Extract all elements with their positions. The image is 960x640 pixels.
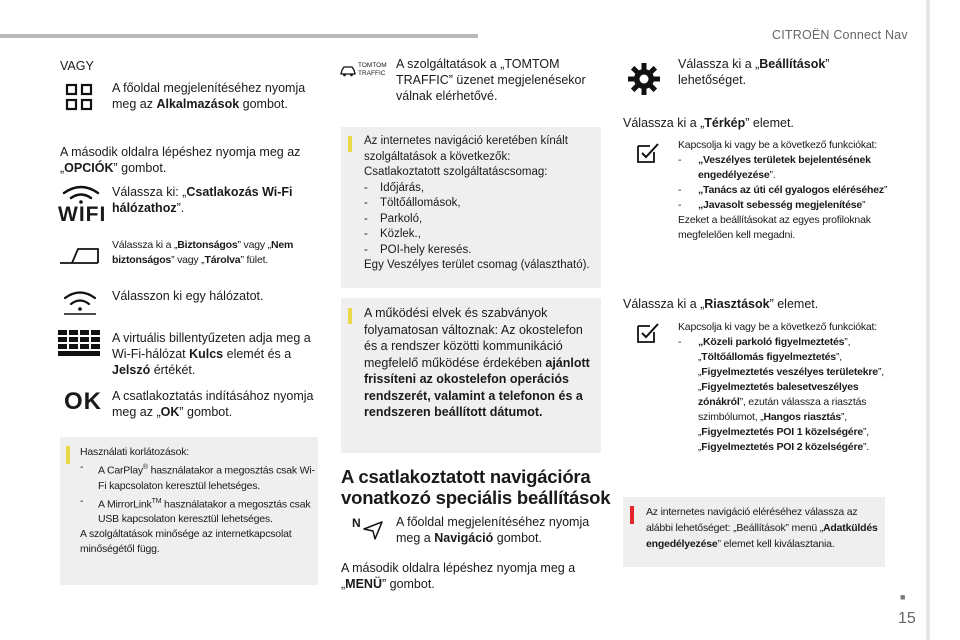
map-option-item (678, 153, 888, 183)
services-footer: Egy Veszélyes terület csomag (választható). (364, 259, 590, 271)
note-title: Használati korlátozások: (80, 446, 190, 458)
wifi-text-2: ”. (176, 201, 185, 215)
nav-text-1: A főoldal megjelenítéséhez nyomja meg a (396, 515, 590, 545)
map-text-1: Válassza ki a „ (623, 116, 705, 130)
keyboard-text-2: elemét és a (223, 347, 292, 361)
note-item-dash: - (80, 461, 84, 473)
nav-icon-letter: N (352, 516, 361, 530)
apps-text-1: A főoldal megjelenítéséhez nyomja meg az (112, 81, 306, 111)
compat-content (364, 305, 598, 421)
alert-seg-bold: „Közeli parkoló figyelmeztetés (698, 336, 845, 348)
settings-text-2: ” lehetőséget. (678, 57, 830, 87)
apps-text-bold: Alkalmazások (156, 97, 240, 111)
options-text-bold: OPCIÓK (64, 161, 114, 175)
wifi-instruction (112, 184, 312, 216)
alert-seg-text: ”, „ (698, 336, 851, 363)
alert-seg-bold: Figyelmeztetés balesetveszélyes zónákról (698, 381, 859, 408)
tomtom-traffic-icon (340, 62, 390, 80)
alerts-options (678, 320, 888, 455)
ok-text-1: A csatlakoztatás indításához nyomja meg az „ (112, 389, 314, 419)
menu-bold: MENÜ (345, 577, 382, 591)
ok-icon: OK (64, 388, 102, 415)
alerts-text-2: ” elemet. (769, 297, 819, 311)
services-item-dash: - (364, 212, 368, 225)
options-instruction (60, 144, 310, 176)
alert-seg-bold: Figyelmeztetés veszélyes területekre (701, 366, 878, 378)
tabs-icon (58, 246, 100, 266)
warning-text-2: ” elemet kell kiválasztania. (717, 538, 835, 550)
note-item (80, 460, 316, 494)
alerts-text-1: Válassza ki a „ (623, 297, 705, 311)
options-text-2: ” gombot. (113, 161, 167, 175)
alert-seg-text: ”, ezután válassza a riasztás szimbólumot, „ (698, 396, 867, 423)
map-option-bold: „Veszélyes területek bejelentésének engedélyezése (698, 154, 871, 181)
nav-text-2: gombot. (493, 531, 542, 545)
secure-text-3: ” vagy „ (171, 254, 205, 266)
note-item-dash: - (80, 494, 84, 507)
options-text-1: A második oldalra lépéshez nyomja meg az „ (60, 145, 301, 175)
warning-bold: Adatküldés engedélyezése (646, 522, 878, 550)
settings-text-1: Válassza ki a „ (678, 57, 760, 71)
services-item (364, 212, 598, 228)
map-text-2: ” elemet. (745, 116, 794, 130)
services-accent-bar (348, 136, 352, 152)
apps-text-2: gombot. (239, 97, 288, 111)
alert-seg-text: ”, „ (698, 411, 848, 438)
settings-instruction (678, 56, 878, 88)
services-item-dash: - (364, 181, 368, 194)
services-list (364, 181, 598, 259)
alert-seg-text: ”, „ (698, 366, 884, 393)
secure-text-2: ” vagy „ (237, 239, 271, 251)
menu-text-2: ” gombot. (381, 577, 435, 591)
map-option-dash: - (678, 154, 682, 166)
vagy-label: VAGY (60, 59, 94, 73)
services-content (364, 134, 598, 274)
services-item-text: Töltőállomások, (380, 197, 461, 209)
services-item (364, 181, 598, 197)
secure-bold-2: Nem biztonságos (112, 239, 294, 266)
checkbox-icon (636, 322, 660, 344)
alert-seg-bold: Figyelmeztetés POI 1 közelségére (701, 426, 863, 438)
nav-instruction (396, 514, 596, 546)
warning-accent-bar (630, 506, 634, 524)
map-option-bold: „Javasolt sebesség megjelenítése (698, 199, 863, 211)
services-item-text: Parkoló, (380, 212, 423, 225)
services-item-text: Időjárás, (380, 181, 425, 194)
map-instruction (623, 115, 883, 131)
secure-instruction (112, 238, 322, 268)
services-item-dash: - (364, 228, 368, 240)
note-accent-bar (66, 446, 70, 464)
gear-icon (627, 62, 661, 96)
services-item (364, 243, 598, 259)
secure-bold-1: Biztonságos (177, 239, 238, 251)
note-item-text-2: használatakor a megosztás csak Wi-Fi kapcsolaton keresztül lehetséges. (98, 464, 315, 492)
apps-icon (64, 82, 94, 112)
secure-bold-3: Tárolva (204, 254, 241, 266)
alert-seg-bold: Hangos riasztás (763, 411, 841, 423)
wifi-text-1: Válassza ki: „ (112, 185, 187, 199)
alerts-option-dash: - (678, 336, 682, 348)
alerts-bold: Riasztások (704, 297, 770, 311)
warning-text: Az internetes navigáció eléréséhez válassza az alábbi lehetőséget: „Beállítások” menü „ (646, 506, 858, 534)
alert-seg-bold: Töltőállomás figyelmeztetés (701, 351, 836, 363)
note-item-text-1: A MirrorLink (98, 498, 152, 510)
note-item-sup: ® (142, 464, 148, 471)
header-rule (0, 34, 478, 38)
note-item (80, 494, 316, 528)
keyboard-icon (58, 330, 100, 356)
note-content (80, 445, 316, 557)
compat-accent-bar (348, 308, 352, 324)
page-end-marker: ■ (900, 592, 906, 602)
section-heading: A csatlakoztatott navigációra vonatkozó speciális beállítások (341, 466, 611, 508)
note-item-sup: TM (151, 497, 162, 505)
services-item-dash: - (364, 197, 368, 209)
note-item-text-2: használatakor a megosztás csak USB kapcsolaton keresztül lehetséges. (98, 498, 311, 525)
ok-text-bold: OK (160, 405, 180, 419)
network-list-icon (62, 289, 98, 317)
alert-seg-text: ”. (862, 441, 869, 453)
car-icon (340, 65, 356, 77)
map-option-item (678, 183, 888, 198)
arrow-icon (362, 520, 384, 540)
keyboard-text-1: A virtuális billentyűzeten adja meg a Wi-Fi-hálózat (112, 331, 311, 361)
compat-text: A működési elvek és szabványok folyamatosan változnak: Az okostelefon és a rendszer közötti kommunikáció megfelelő működése érdekében (364, 306, 583, 370)
network-instruction: Válasszon ki egy hálózatot. (112, 289, 264, 303)
navigation-icon (352, 516, 386, 540)
alert-seg-text: ”, „ (698, 351, 842, 378)
nav-bold: Navigáció (434, 531, 494, 545)
services-item (364, 227, 598, 243)
menu-text-1: A második oldalra lépéshez nyomja meg a „ (341, 561, 576, 591)
map-option-tail: ” (862, 199, 866, 211)
tomtom-instruction: A szolgáltatások a „TOMTOM TRAFFIC” üzenet megjelenésekor válnak elérhetővé. (396, 57, 586, 103)
map-options-footer: Ezeket a beállításokat az egyes profiloknak megfelelően kell megadni. (678, 214, 871, 241)
section-title: CITROËN Connect Nav (772, 28, 908, 42)
tomtom-label-2: TRAFFIC (358, 70, 386, 77)
wifi-icon-label: WIFI (58, 203, 107, 226)
keyboard-text-3: értékét. (150, 363, 196, 377)
map-option-tail: ”. (769, 169, 776, 181)
map-bold: Térkép (704, 116, 746, 130)
tomtom-label-1: TOMTOM (358, 62, 387, 69)
page-number: 15 (898, 610, 916, 627)
map-option-dash: - (678, 199, 682, 211)
note-item-text-1: A CarPlay (98, 464, 143, 477)
page-edge-band (926, 0, 930, 640)
checkbox-icon (636, 142, 660, 164)
map-option-bold: „Tanács az úti cél gyalogos eléréséhez (698, 184, 884, 196)
alerts-options-intro: Kapcsolja ki vagy be a következő funkciókat: (678, 321, 877, 333)
keyboard-bold-2: Jelszó (112, 363, 151, 377)
services-item-text: POI-hely keresés. (380, 243, 472, 256)
services-item (364, 196, 598, 212)
alert-seg-bold: Figyelmeztetés POI 2 közelségére (701, 441, 863, 453)
services-intro: Az internetes navigáció keretében kínált szolgáltatások a következők: (364, 135, 568, 163)
map-options (678, 138, 888, 243)
menu-instruction (341, 560, 596, 592)
services-pack: Csatlakoztatott szolgáltatáscsomag: (364, 166, 548, 178)
alerts-instruction (623, 296, 883, 312)
map-option-dash: - (678, 184, 682, 196)
ok-text-2: ” gombot. (179, 405, 233, 419)
keyboard-bold-1: Kulcs (189, 347, 224, 361)
map-options-intro: Kapcsolja ki vagy be a következő funkciókat: (678, 139, 877, 151)
alerts-option-item (678, 335, 888, 455)
services-item-text: Közlek., (380, 228, 421, 240)
secure-text-4: ” fület. (240, 254, 269, 266)
wifi-icon (60, 184, 102, 204)
ok-instruction (112, 388, 322, 420)
wifi-text-bold: Csatlakozás Wi-Fi hálózathoz (112, 185, 293, 215)
compat-bold: ajánlott frissíteni az okostelefon operációs rendszerét, valamint a telefonon és a rendszeren beállított dátumot. (364, 355, 590, 419)
map-option-tail: ” (883, 184, 888, 196)
map-option-item (678, 198, 888, 213)
services-item-dash: - (364, 243, 368, 256)
settings-bold: Beállítások (759, 57, 826, 71)
alert-seg-text: ”, „ (698, 426, 869, 453)
keyboard-instruction (112, 330, 317, 378)
secure-text-1: Válassza ki a „ (112, 239, 178, 251)
note-footer: A szolgáltatások minősége az internetkapcsolat minőségétől függ. (80, 528, 292, 555)
warning-content (646, 504, 882, 552)
apps-instruction (112, 80, 312, 112)
